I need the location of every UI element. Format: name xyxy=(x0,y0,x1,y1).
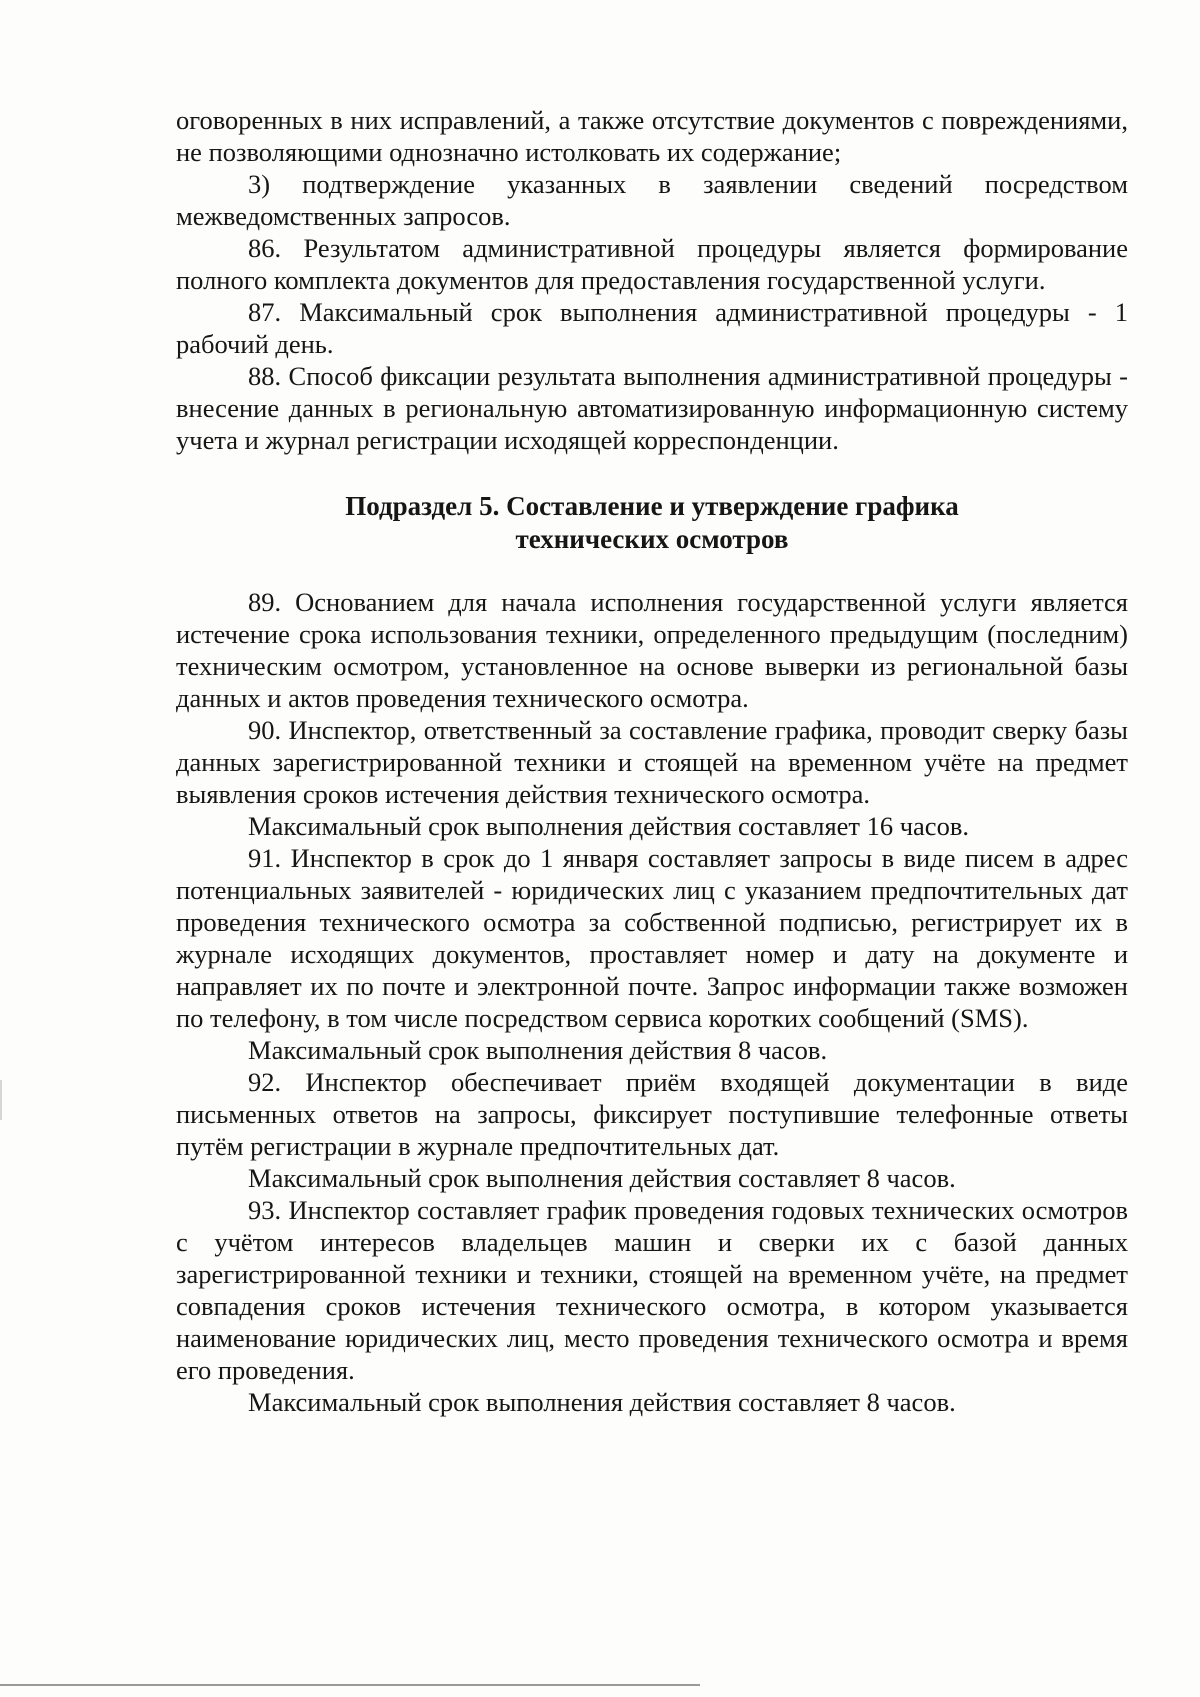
paragraph-87: 87. Максимальный срок выполнения административной процедуры - 1 рабочий день. xyxy=(176,297,1128,359)
page-bottom-rule xyxy=(0,1684,700,1686)
paragraph-91-deadline: Максимальный срок выполнения действия 8 часов. xyxy=(248,1035,828,1065)
paragraph-93: 93. Инспектор составляет график проведения годовых технических осмотров с учётом интересов владельцев машин и сверки их с базой данных зарегистрированной техники и техники, стоящей на временном учёте, на предмет совпадения сроков истечения технического осмотра, в котором указывается наименование юридических лиц, место проведения технического осмотра и время его проведения. xyxy=(176,1195,1128,1385)
paragraph-92: 92. Инспектор обеспечивает приём входящей документации в виде письменных ответов на запросы, фиксирует поступившие телефонные ответы путём регистрации в журнале предпочтительных дат. xyxy=(176,1067,1128,1161)
paragraph-88: 88. Способ фиксации результата выполнения административной процедуры - внесение данных в региональную автоматизированную информационную систему учета и журнал регистрации исходящей корреспонденции. xyxy=(176,361,1128,455)
paragraph-86: 86. Результатом административной процедуры является формирование полного комплекта документов для предоставления государственной услуги. xyxy=(176,233,1128,295)
paragraph-89: 89. Основанием для начала исполнения государственной услуги является истечение срока использования техники, определенного предыдущим (последним) техническим осмотром, установленное на основе выверки из региональной базы данных и актов проведения технического осмотра. xyxy=(176,587,1128,713)
paragraph-item-3: 3) подтверждение указанных в заявлении сведений посредством межведомственных запросов. xyxy=(176,169,1128,231)
section-heading xyxy=(176,490,1128,556)
paragraph-90: 90. Инспектор, ответственный за составление графика, проводит сверку базы данных зарегистрированной техники и стоящей на временном учёте на предмет выявления сроков истечения действия технического осмотра. xyxy=(176,715,1128,809)
paragraph-90-deadline: Максимальный срок выполнения действия составляет 16 часов. xyxy=(248,811,969,841)
section-heading-line-1: Подраздел 5. Составление и утверждение графика xyxy=(345,491,959,521)
paragraph-93-deadline: Максимальный срок выполнения действия составляет 8 часов. xyxy=(248,1387,956,1417)
paragraph-91: 91. Инспектор в срок до 1 января составляет запросы в виде писем в адрес потенциальных заявителей - юридических лиц с указанием предпочтительных дат проведения технического осмотра за собственной подписью, регистрирует их в журнале исходящих документов, проставляет номер и дату на документе и направляет их по почте и электронной почте. Запрос информации также возможен по телефону, в том числе посредством сервиса коротких сообщений (SMS). xyxy=(176,843,1128,1033)
section-heading-line-2: технических осмотров xyxy=(515,524,789,554)
paragraph-92-deadline: Максимальный срок выполнения действия составляет 8 часов. xyxy=(248,1163,956,1193)
scan-edge-mark xyxy=(0,1080,2,1120)
paragraph-continuation: оговоренных в них исправлений, а также отсутствие документов с повреждениями, не позволяющими однозначно истолковать их содержание; xyxy=(176,105,1128,167)
document-body xyxy=(176,104,1128,1418)
